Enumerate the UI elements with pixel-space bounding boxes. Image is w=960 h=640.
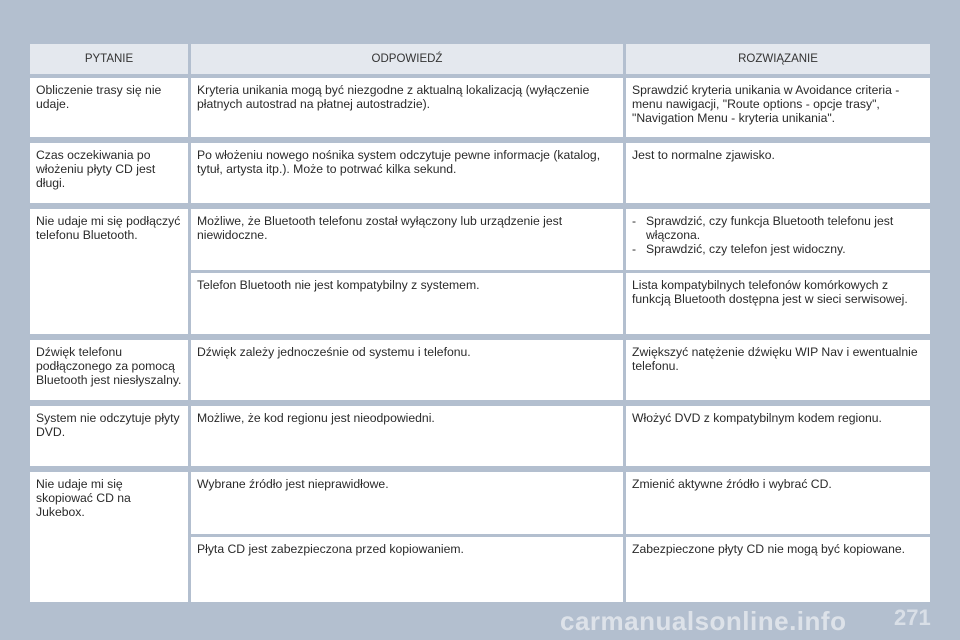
table-row — [30, 472, 930, 602]
solution-bullet: - Sprawdzić, czy funkcja Bluetooth telefonu jest włączona. — [632, 214, 894, 242]
table-row — [30, 78, 930, 137]
solution-cell: Sprawdzić kryteria unikania w Avoidance criteria - menu nawigacji, "Route options - opcje trasy", "Navigation Menu - kryteria unikania". — [626, 78, 930, 137]
solution-cell: Zmienić aktywne źródło i wybrać CD. — [626, 472, 930, 534]
header-solution: ROZWIĄZANIE — [626, 44, 930, 74]
question-cell: Obliczenie trasy się nie udaje. — [30, 78, 188, 137]
answer-cell: Możliwe, że Bluetooth telefonu został wyłączony lub urządzenie jest niewidoczne. — [191, 209, 623, 270]
answer-cell: Kryteria unikania mogą być niezgodne z aktualną lokalizacją (wyłączenie płatnych autostrad na płatnej autostradzie). — [191, 78, 623, 137]
solution-cell: Włożyć DVD z kompatybilnym kodem regionu. — [626, 406, 930, 466]
question-cell: Dźwięk telefonu podłączonego za pomocą Bluetooth jest niesłyszalny. — [30, 340, 188, 400]
header-answer: ODPOWIEDŹ — [191, 44, 623, 74]
question-cell: Nie udaje mi się skopiować CD na Jukebox. — [30, 472, 188, 602]
solution-cell — [626, 209, 930, 270]
question-cell: System nie odczytuje płyty DVD. — [30, 406, 188, 466]
question-cell: Nie udaje mi się podłączyć telefonu Bluetooth. — [30, 209, 188, 334]
faq-table — [30, 44, 930, 602]
answer-cell: Telefon Bluetooth nie jest kompatybilny z systemem. — [191, 273, 623, 334]
table-row — [30, 340, 930, 400]
watermark: carmanualsonline.info — [560, 606, 847, 636]
solution-cell: Lista kompatybilnych telefonów komórkowych z funkcją Bluetooth dostępna jest w sieci serwisowej. — [626, 273, 930, 334]
answer-cell: Płyta CD jest zabezpieczona przed kopiowaniem. — [191, 537, 623, 602]
answer-cell: Wybrane źródło jest nieprawidłowe. — [191, 472, 623, 534]
page-number: 271 — [894, 605, 931, 630]
answer-cell: Po włożeniu nowego nośnika system odczytuje pewne informacje (katalog, tytuł, artysta itp.). Może to potrwać kilka sekund. — [191, 143, 623, 203]
table-row — [30, 209, 930, 334]
solution-bullet: - Sprawdzić, czy telefon jest widoczny. — [632, 242, 846, 256]
answer-cell: Dźwięk zależy jednocześnie od systemu i telefonu. — [191, 340, 623, 400]
table-header — [30, 44, 930, 74]
solution-cell: Zabezpieczone płyty CD nie mogą być kopiowane. — [626, 537, 930, 602]
header-question: PYTANIE — [30, 44, 188, 74]
solution-cell: Zwiększyć natężenie dźwięku WIP Nav i ewentualnie telefonu. — [626, 340, 930, 400]
answer-cell: Możliwe, że kod regionu jest nieodpowiedni. — [191, 406, 623, 466]
solution-cell: Jest to normalne zjawisko. — [626, 143, 930, 203]
question-cell: Czas oczekiwania po włożeniu płyty CD jest długi. — [30, 143, 188, 203]
table-row — [30, 406, 930, 466]
table-row — [30, 143, 930, 203]
